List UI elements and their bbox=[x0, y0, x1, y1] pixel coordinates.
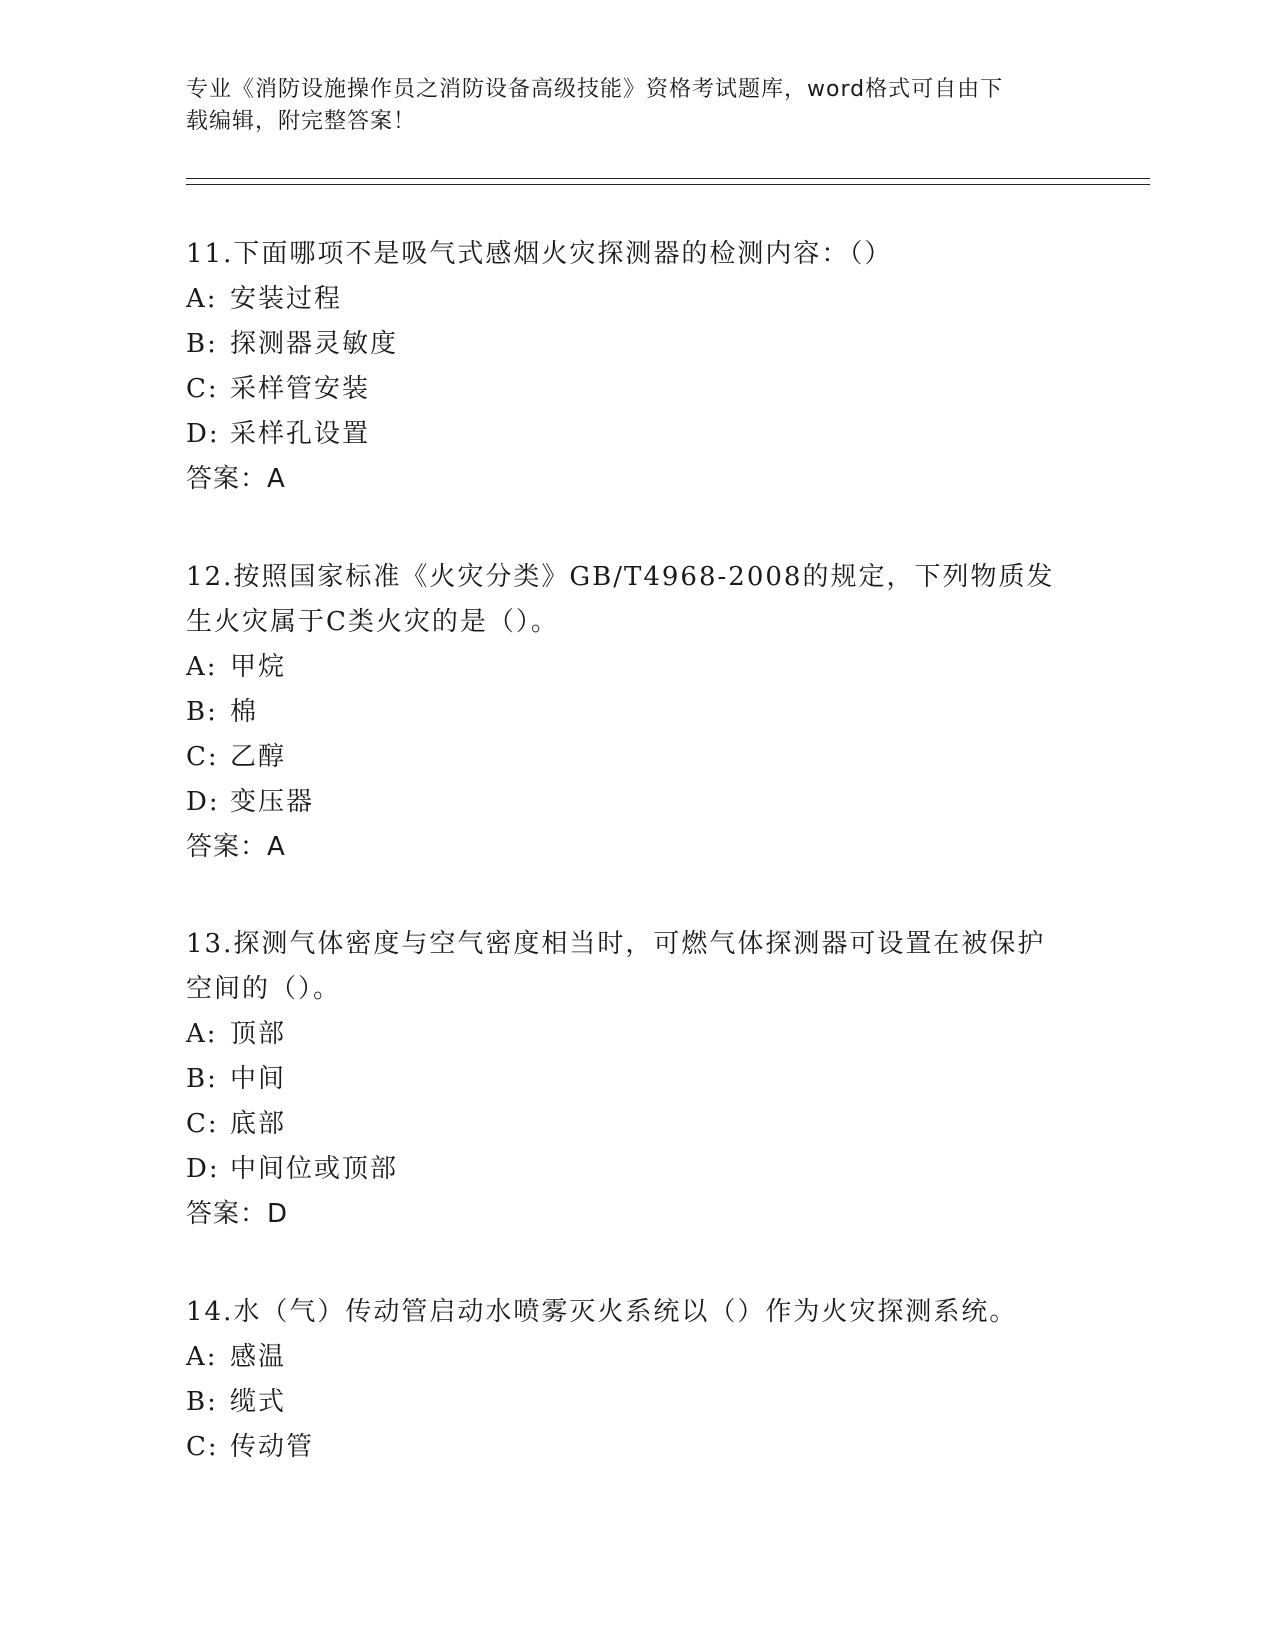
document-header bbox=[186, 74, 1066, 138]
option-key: C: bbox=[186, 374, 219, 404]
header-divider bbox=[186, 178, 1150, 185]
option-key: D: bbox=[186, 787, 220, 817]
option-key: A: bbox=[186, 284, 218, 314]
option-key: B: bbox=[186, 329, 218, 359]
option-text: 乙醇 bbox=[230, 742, 287, 772]
option-text: 传动管 bbox=[230, 1432, 315, 1462]
option-a bbox=[186, 645, 1066, 690]
option-c bbox=[186, 735, 1066, 780]
option-text: 安装过程 bbox=[230, 284, 343, 314]
option-text: 变压器 bbox=[230, 787, 315, 817]
option-text: 中间位或顶部 bbox=[230, 1154, 399, 1184]
header-line-2: 载编辑，附完整答案！ bbox=[186, 109, 417, 134]
option-key: A: bbox=[186, 1019, 218, 1049]
option-text: 探测器灵敏度 bbox=[230, 329, 399, 359]
option-key: B: bbox=[186, 697, 218, 727]
option-key: A: bbox=[186, 652, 218, 682]
header-line-1: 专业《消防设施操作员之消防设备高级技能》资格考试题库，word格式可自由下 bbox=[186, 77, 1004, 102]
option-b bbox=[186, 1057, 1066, 1102]
question-stem: 11.下面哪项不是吸气式感烟火灾探测器的检测内容：（） bbox=[186, 239, 893, 269]
option-text: 顶部 bbox=[230, 1019, 287, 1049]
option-a bbox=[186, 1335, 1066, 1380]
question-14 bbox=[186, 1290, 1066, 1470]
option-text: 采样管安装 bbox=[230, 374, 371, 404]
option-a bbox=[186, 1012, 1066, 1057]
answer: 答案：A bbox=[186, 832, 286, 862]
answer: 答案：D bbox=[186, 1199, 289, 1229]
question-stem: 14.水（气）传动管启动水喷雾灭火系统以（）作为火灾探测系统。 bbox=[186, 1297, 1018, 1327]
option-key: C: bbox=[186, 1432, 219, 1462]
option-key: B: bbox=[186, 1387, 218, 1417]
option-text: 感温 bbox=[230, 1342, 287, 1372]
question-13 bbox=[186, 922, 1066, 1237]
question-11 bbox=[186, 232, 1066, 502]
option-b bbox=[186, 690, 1066, 735]
option-d bbox=[186, 1147, 1066, 1192]
option-c bbox=[186, 1425, 1066, 1470]
question-stem: 12.按照国家标准《火灾分类》GB/T4968-2008的规定，下列物质发生火灾属于C类火灾的是（）。 bbox=[186, 562, 1055, 637]
option-text: 底部 bbox=[230, 1109, 287, 1139]
option-text: 采样孔设置 bbox=[230, 419, 371, 449]
option-b bbox=[186, 1380, 1066, 1425]
option-text: 甲烷 bbox=[230, 652, 287, 682]
option-key: D: bbox=[186, 1154, 220, 1184]
answer: 答案：A bbox=[186, 464, 286, 494]
question-stem: 13.探测气体密度与空气密度相当时，可燃气体探测器可设置在被保护空间的（）。 bbox=[186, 929, 1046, 1004]
option-text: 中间 bbox=[230, 1064, 287, 1094]
option-key: C: bbox=[186, 742, 219, 772]
option-c bbox=[186, 1102, 1066, 1147]
option-key: D: bbox=[186, 419, 220, 449]
option-c bbox=[186, 367, 1066, 412]
option-a bbox=[186, 277, 1066, 322]
option-b bbox=[186, 322, 1066, 367]
option-key: C: bbox=[186, 1109, 219, 1139]
option-text: 缆式 bbox=[230, 1387, 287, 1417]
option-text: 棉 bbox=[230, 697, 259, 727]
option-key: A: bbox=[186, 1342, 218, 1372]
question-12 bbox=[186, 555, 1066, 870]
option-d bbox=[186, 780, 1066, 825]
option-key: B: bbox=[186, 1064, 218, 1094]
option-d bbox=[186, 412, 1066, 457]
